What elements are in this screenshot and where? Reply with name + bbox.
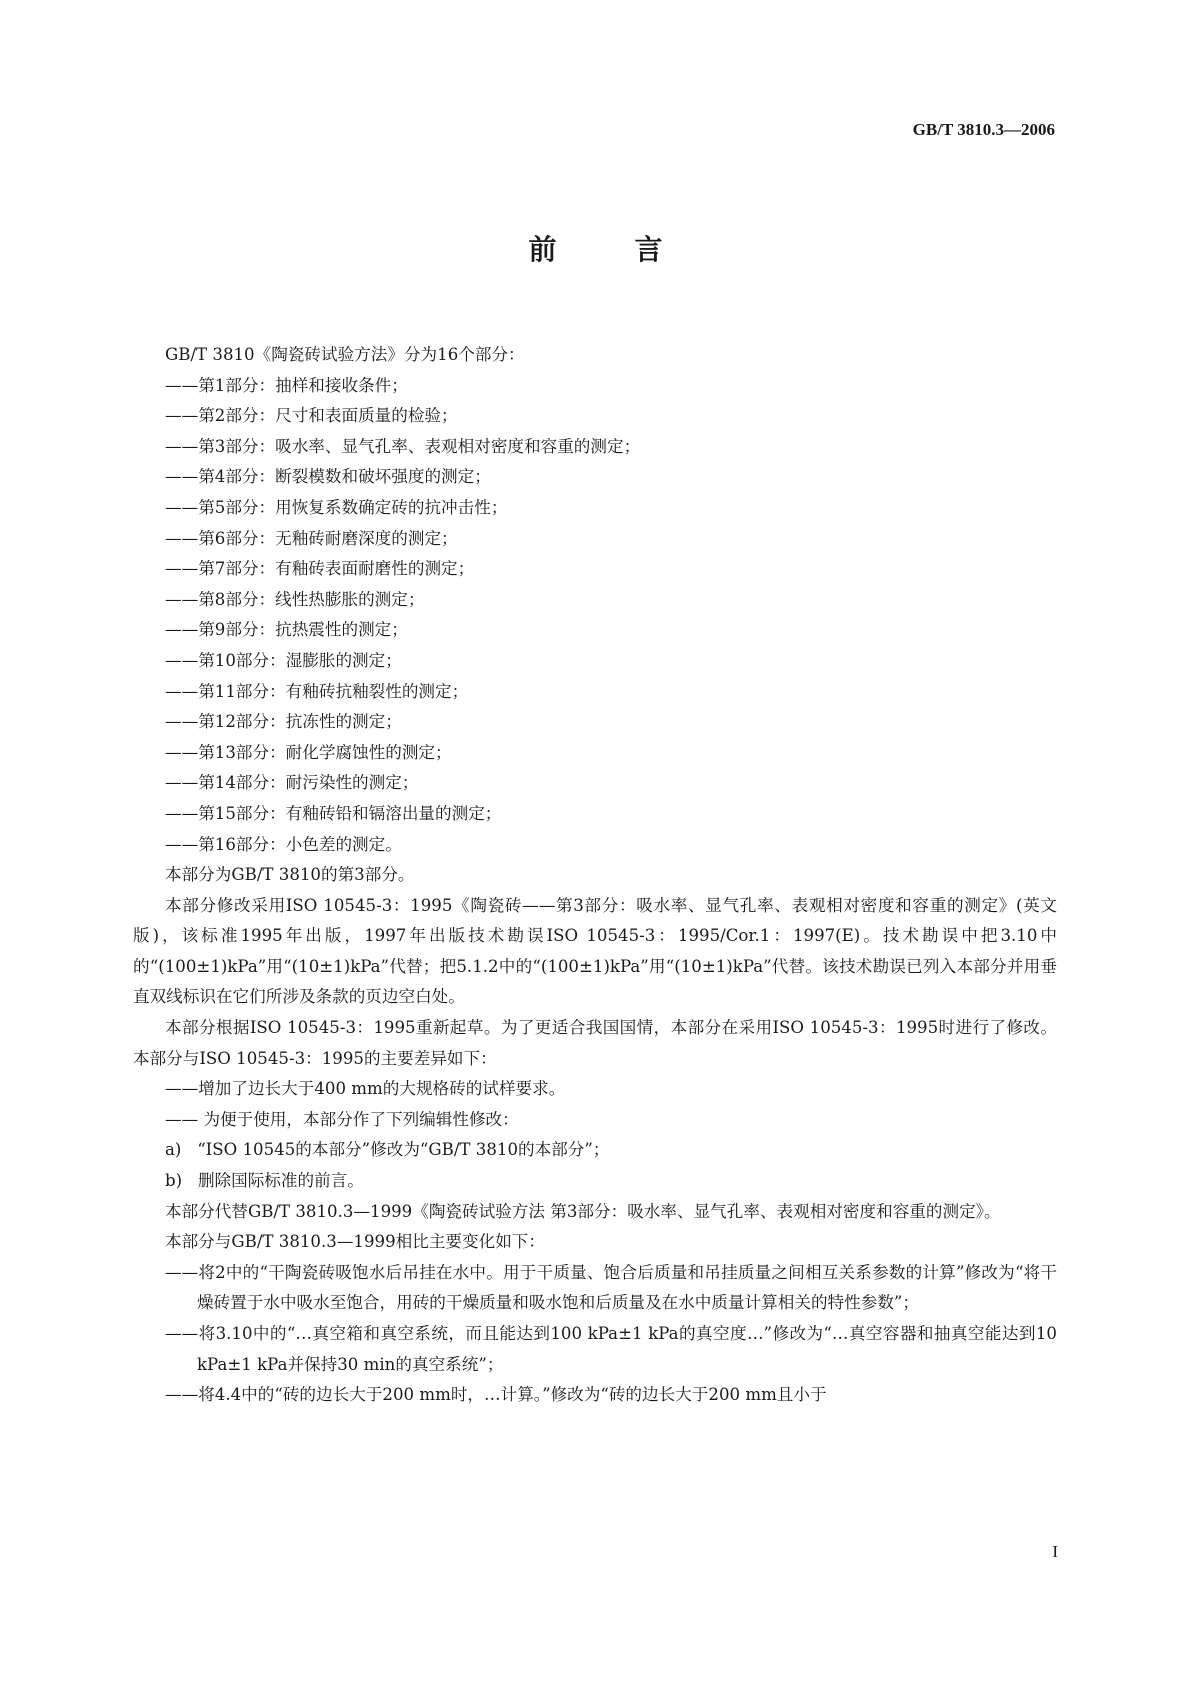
part-item: ——第6部分：无釉砖耐磨深度的测定； [165,528,458,548]
part-item: ——第1部分：抽样和接收条件； [165,375,408,395]
editorial-label: b) [165,1171,183,1191]
standard-code: GB/T 3810.3—2006 [912,120,1055,139]
part-item: ——第4部分：断裂模数和破坏强度的测定； [165,467,491,487]
part-item: ——第13部分：耐化学腐蚀性的测定； [165,742,452,762]
page-number: I [1052,1542,1058,1561]
replaces-paragraph: 本部分代替GB/T 3810.3—1999《陶瓷砖试验方法 第3部分：吸水率、显气孔率、表观相对密度和容重的测定》。 [165,1201,1001,1221]
part-item: ——第9部分：抗热震性的测定； [165,620,408,640]
part-item: ——第12部分：抗冻性的测定； [165,712,402,732]
editorial-item [133,1135,1057,1166]
difference-item: ——增加了边长大于400 mm的大规格砖的试样要求。 [165,1079,566,1099]
editorial-item [133,1166,1057,1197]
intro-paragraph: GB/T 3810《陶瓷砖试验方法》分为16个部分： [165,345,525,364]
title-char-1: 前 [528,233,557,266]
changes-intro: 本部分与GB/T 3810.3—1999相比主要变化如下： [165,1232,545,1252]
redraft-paragraph: 本部分根据ISO 10545-3：1995重新起草。为了更适合我国国情，本部分在采用ISO 10545-3：1995时进行了修改。本部分与ISO 10545-3：1995的主要差异如下： [133,1018,1057,1068]
part-item: ——第2部分：尺寸和表面质量的检验； [165,406,458,426]
change-item: ——将3.10中的“…真空箱和真空系统，而且能达到100 kPa±1 kPa的真空度…”修改为“…真空容器和抽真空能达到10 kPa±1 kPa并保持30 min的真空系统”； [165,1324,1057,1374]
editorial-text: “ISO 10545的本部分”修改为“GB/T 3810的本部分”； [197,1140,610,1160]
part-item: ——第3部分：吸水率、显气孔率、表观相对密度和容重的测定； [165,436,641,456]
editorial-text: 删除国际标准的前言。 [197,1171,364,1191]
foreword-body [133,340,1057,1411]
title-char-2: 言 [634,233,663,266]
this-part-paragraph: 本部分为GB/T 3810的第3部分。 [165,865,415,885]
part-item: ——第10部分：湿膨胀的测定； [165,650,402,670]
part-item: ——第7部分：有釉砖表面耐磨性的测定； [165,559,475,579]
editorial-label: a) [165,1140,182,1160]
difference-item: —— 为便于使用，本部分作了下列编辑性修改： [165,1109,519,1129]
change-item: ——将4.4中的“砖的边长大于200 mm时，…计算。”修改为“砖的边长大于200 mm且小于 [165,1385,827,1405]
change-item: ——将2中的“干陶瓷砖吸饱水后吊挂在水中。用于干质量、饱合后质量和吊挂质量之间相互关系参数的计算”修改为“将干燥砖置于水中吸水至饱合，用砖的干燥质量和吸水饱和后质量及在水中质量计算相关的特性参数”； [165,1262,1057,1313]
part-item: ——第14部分：耐污染性的测定； [165,773,419,793]
part-item: ——第15部分：有釉砖铅和镉溶出量的测定； [165,803,502,823]
adoption-paragraph: 本部分修改采用ISO 10545-3：1995《陶瓷砖——第3部分：吸水率、显气孔率、表观相对密度和容重的测定》(英文版)，该标准1995年出版，1997年出版技术勘误ISO 10545-3：1995/Cor.1：1997(E)。技术勘误中把3.10中的“(100±1)kPa”用“(10±1)kPa”代替；把5.1.2中的“(100±1)kPa”用“(10±1)kPa”代替。该技术勘误已列入本部分并用垂直双线标识在它们所涉及条款的页边空白处。 [133,895,1057,1007]
part-item: ——第5部分：用恢复系数确定砖的抗冲击性； [165,497,508,517]
page-title [0,228,1191,268]
part-item: ——第11部分：有釉砖抗釉裂性的测定； [165,681,469,701]
part-item: ——第16部分：小色差的测定。 [165,834,402,854]
part-item: ——第8部分：线性热膨胀的测定； [165,589,425,609]
